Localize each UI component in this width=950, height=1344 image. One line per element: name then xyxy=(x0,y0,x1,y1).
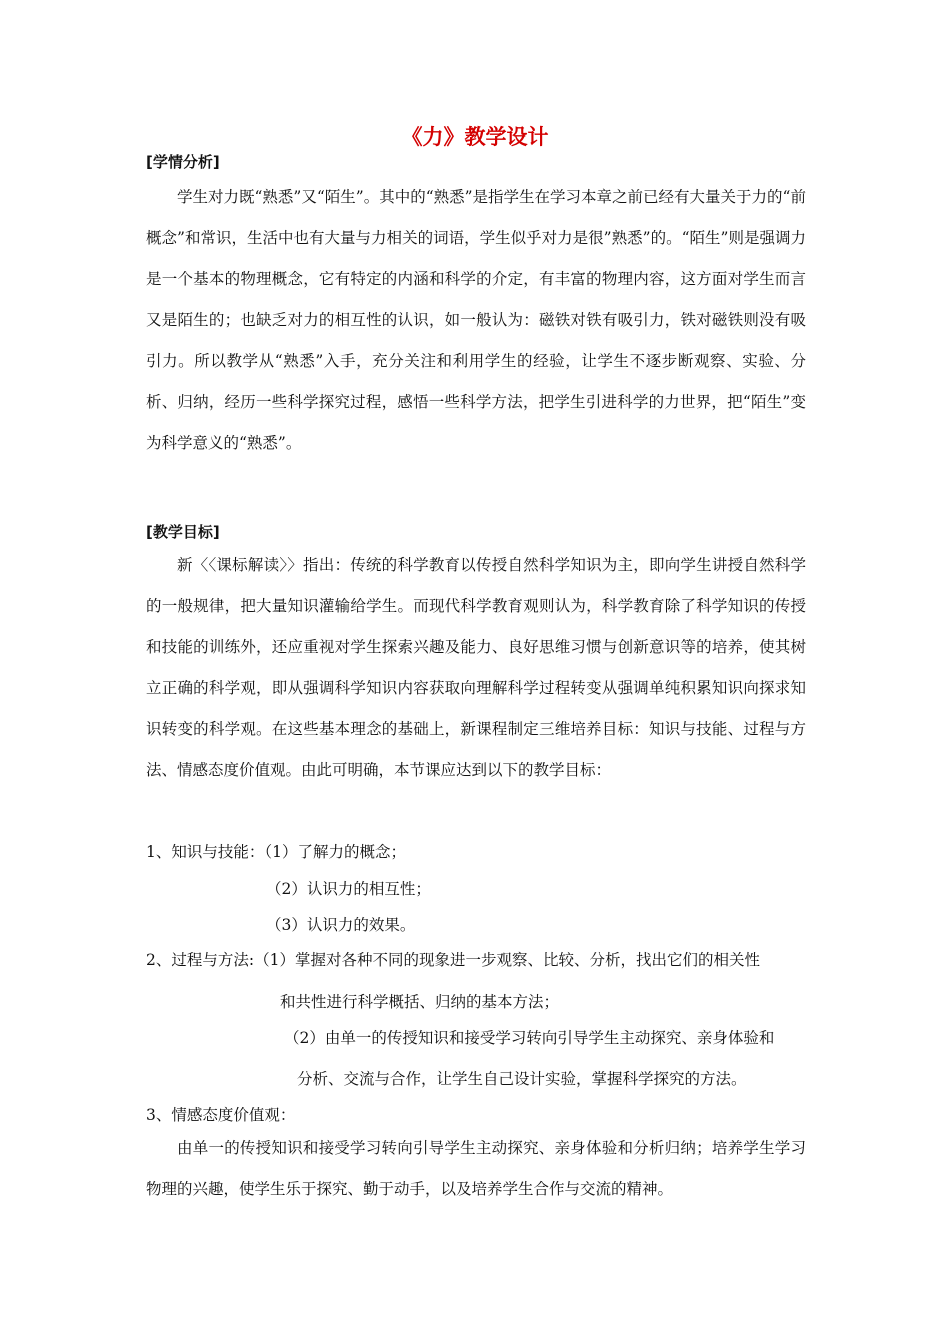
goal-attitude-values: 3、情感态度价值观： xyxy=(146,1106,296,1124)
section-heading-student-analysis: [学情分析] xyxy=(146,153,220,171)
student-analysis-paragraph: 学生对力既“熟悉”又“陌生”。其中的“熟悉”是指学生在学习本章之前已经有大量关于力的“前概念”和常识，生活中也有大量与力相关的词语，学生似乎对力是很”熟悉”的。“陌生”则是强调力是一个基本的物理概念，它有特定的内涵和科学的介定，有丰富的物理内容，这方面对学生而言又是陌生的；也缺乏对力的相互性的认识，如一般认为：磁铁对铁有吸引力，铁对磁铁则没有吸引力。所以教学从“熟悉”入手，充分关注和利用学生的经验，让学生不逐步断观察、实验、分析、归纳，经历一些科学探究过程，感悟一些科学方法，把学生引进科学的力世界，把“陌生”变为科学意义的“熟悉”。 xyxy=(146,188,806,452)
goal-process-item-2: （2）由单一的传授知识和接受学习转向引导学生主动探究、亲身体验和 xyxy=(284,1029,775,1047)
goal-knowledge-item-3: （3）认识力的效果。 xyxy=(266,916,416,934)
goal-process-item-2-continued: 分析、交流与合作，让学生自己设计实验，掌握科学探究的方法。 xyxy=(297,1070,747,1088)
goal-attitude-paragraph: 由单一的传授知识和接受学习转向引导学生主动探究、亲身体验和分析归纳；培养学生学习物理的兴趣，使学生乐于探究、勤于动手，以及培养学生合作与交流的精神。 xyxy=(146,1139,806,1198)
goal-knowledge-skills: 1、知识与技能：（1）了解力的概念； xyxy=(146,843,406,861)
goal-knowledge-item-2: （2）认识力的相互性； xyxy=(266,880,431,898)
section-heading-teaching-goals: [教学目标] xyxy=(146,523,220,541)
teaching-goals-paragraph: 新〈〈课标解读〉〉指出：传统的科学教育以传授自然科学知识为主，即向学生讲授自然科学的一般规律，把大量知识灌输给学生。而现代科学教育观则认为，科学教育除了科学知识的传授和技能的训练外，还应重视对学生探索兴趣及能力、良好思维习惯与创新意识等的培养，使其树立正确的科学观，即从强调科学知识内容获取向理解科学过程转变从强调单纯积累知识向探求知识转变的科学观。在这些基本理念的基础上，新课程制定三维培养目标：知识与技能、过程与方法、情感态度价值观。由此可明确，本节课应达到以下的教学目标： xyxy=(146,556,806,779)
document-title: 《力》教学设计 xyxy=(401,125,549,149)
goal-process-item-1-continued: 和共性进行科学概括、归纳的基本方法； xyxy=(280,993,560,1011)
goal-process-methods: 2、过程与方法:（1）掌握对各种不同的现象进一步观察、比较、分析，找出它们的相关性 xyxy=(146,951,760,969)
